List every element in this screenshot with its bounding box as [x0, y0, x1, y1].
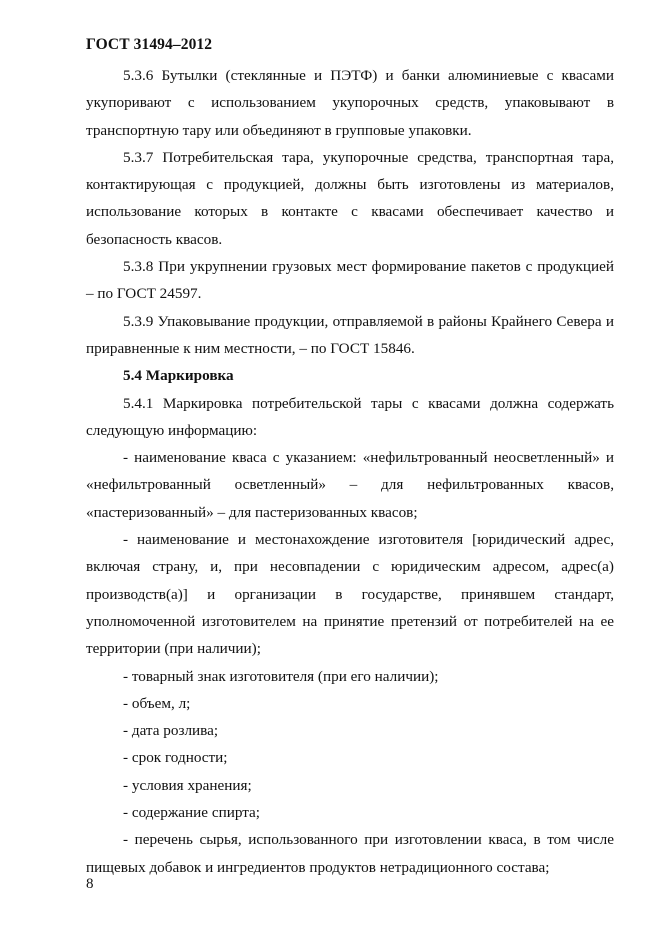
document-body — [86, 62, 614, 881]
paragraph-5-3-6: 5.3.6 Бутылки (стеклянные и ПЭТФ) и банки алюминиевые с квасами укупоривают с использованием укупорочных средств, упаковывают в транспортную тару или объединяют в групповые упаковки. — [86, 67, 614, 139]
list-item-date: - дата розлива; — [123, 722, 219, 740]
list-item-storage: - условия хранения; — [123, 776, 252, 794]
paragraph-5-3-9: 5.3.9 Упаковывание продукции, отправляемой в районы Крайнего Севера и приравненные к ним местности, – по ГОСТ 15846. — [86, 312, 614, 357]
document-header: ГОСТ 31494–2012 — [86, 36, 213, 53]
section-heading-5-4: 5.4 Маркировка — [123, 367, 234, 385]
paragraph-5-4-1: 5.4.1 Маркировка потребительской тары с квасами должна содержать следующую информацию: — [86, 394, 614, 439]
list-item-ingredients: - перечень сырья, использованного при изготовлении кваса, в том числе пищевых добавок и ингредиентов продуктов нетрадиционного состава; — [86, 831, 614, 876]
list-item-name: - наименование кваса с указанием: «нефильтрованный неосветленный» и «нефильтрованный осветленный» – для нефильтрованных квасов, «пастеризованный» – для пастеризованных квасов; — [86, 449, 614, 521]
list-item-trademark: - товарный знак изготовителя (при его наличии); — [123, 667, 439, 685]
page-number: 8 — [86, 876, 94, 892]
paragraph-5-3-7: 5.3.7 Потребительская тара, укупорочные средства, транспортная тара, контактирующая с продукцией, должны быть изготовлены из материалов, использование которых в контакте с квасами обеспечивает качество и безопасность квасов. — [86, 148, 614, 248]
list-item-alcohol: - содержание спирта; — [123, 804, 261, 822]
list-item-volume: - объем, л; — [123, 694, 191, 712]
list-item-shelf-life: - срок годности; — [123, 749, 228, 767]
paragraph-5-3-8: 5.3.8 При укрупнении грузовых мест формирование пакетов с продукцией – по ГОСТ 24597. — [86, 258, 614, 303]
list-item-manufacturer: - наименование и местонахождение изготовителя [юридический адрес, включая страну, и, при несовпадении с юридическим адресом, адрес(а) производств(а)] и организации в государстве, принявшем стандарт, уполномоченной изготовителем на принятие претензий от потребителей на ее территории (при наличии); — [86, 531, 614, 658]
